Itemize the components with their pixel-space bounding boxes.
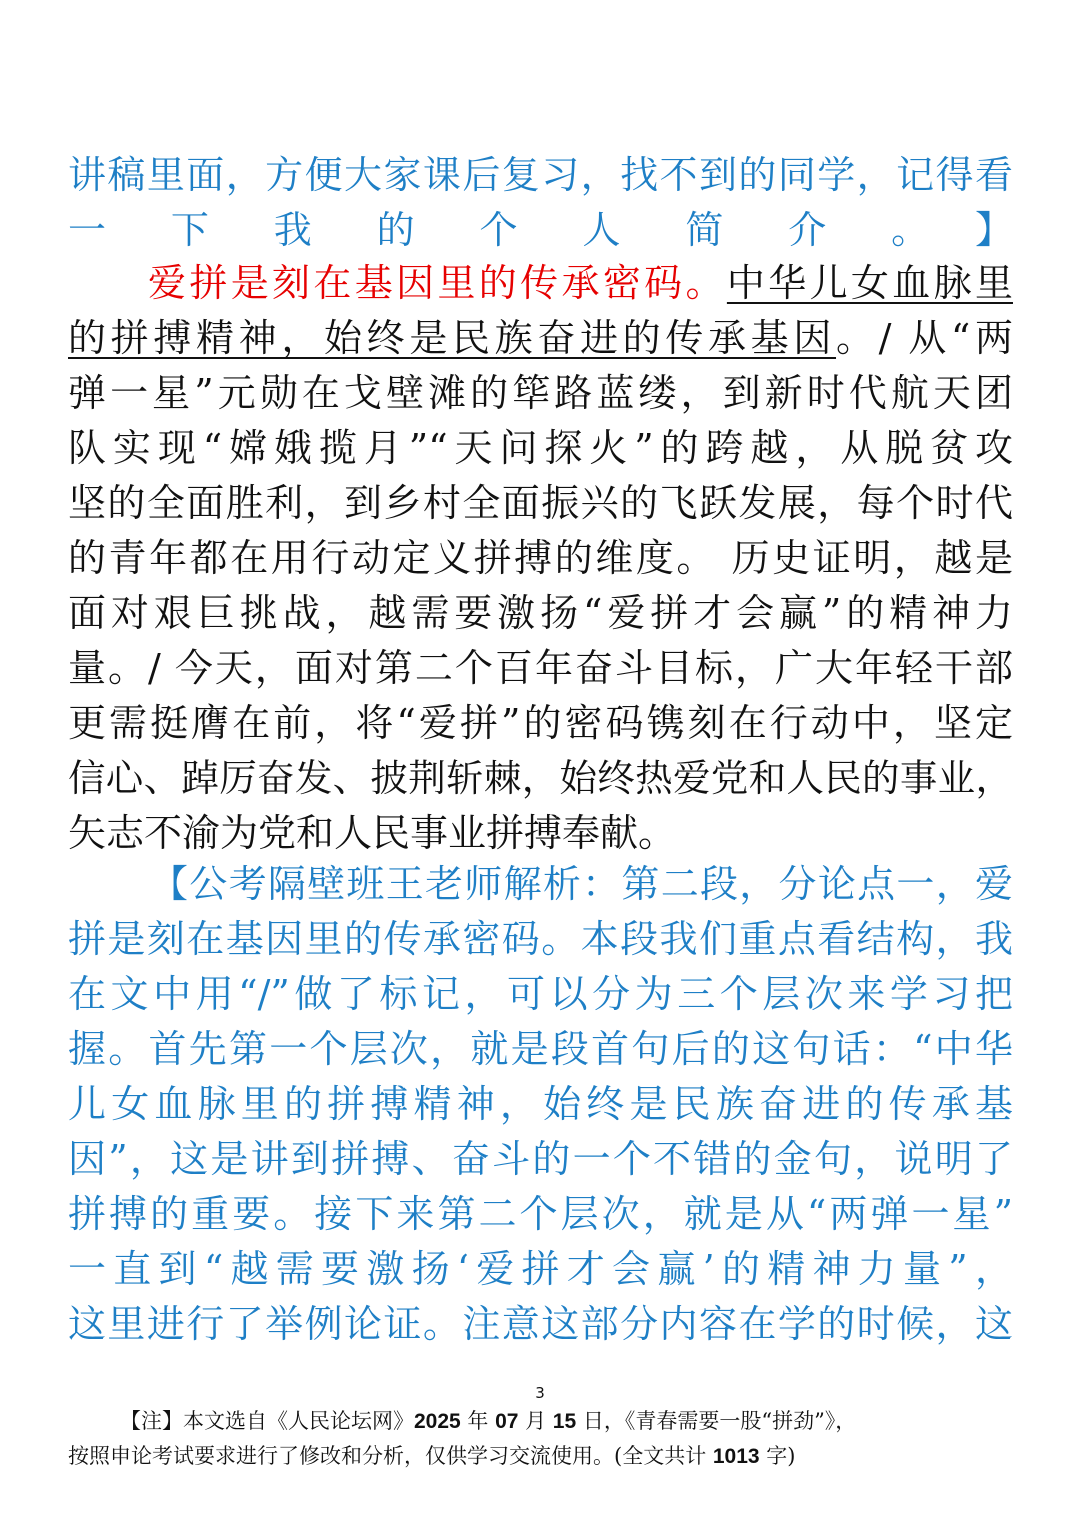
paragraph-first-line	[148, 253, 1013, 313]
analysis-text-line: 拼搏的重要。接下来第二个层次，就是从“两弹一星”	[68, 1192, 1013, 1236]
underlined-key-sentence: 中华儿女血脉里	[726, 261, 1013, 305]
analysis-text-line: 一下我的个人简介。】	[68, 208, 1013, 252]
body-text-line: 信心、踔厉奋发、披荆斩棘，始终热爱党和人民的事业，	[68, 756, 1013, 800]
body-text-line: 队实现“嫦娥揽月”“天问探火”的跨越，从脱贫攻	[68, 426, 1013, 470]
body-text-line: 面对艰巨挑战，越需要激扬“爱拼才会赢”的精神力	[68, 591, 1013, 635]
section-heading-sentence: 爱拼是刻在基因里的传承密码。	[148, 261, 727, 305]
footnote-text: 月	[518, 1409, 553, 1433]
footnote-month: 07	[495, 1410, 519, 1433]
underlined-key-sentence: 的拼搏精神，始终是民族奋进的传承基因	[68, 316, 837, 360]
analysis-text-line: 拼是刻在基因里的传承密码。本段我们重点看结构，我	[68, 917, 1013, 961]
body-text-line: 弹一星”元勋在戈壁滩的筚路蓝缕，到新时代航天团	[68, 371, 1013, 415]
body-text-line	[68, 308, 1013, 368]
analysis-text-line: 【公考隔壁班王老师解析：第二段，分论点一，爱	[150, 862, 1013, 906]
footnote-line	[120, 1405, 1013, 1437]
footnote-text: 年	[460, 1409, 496, 1433]
footnote-year: 2025	[414, 1410, 461, 1433]
footnote-text: 按照申论考试要求进行了修改和分析，仅供学习交流使用。(全文共计	[68, 1444, 713, 1468]
footnote-line	[68, 1440, 1013, 1472]
body-text-line: 矢志不渝为党和人民事业拼搏奉献。	[68, 811, 677, 855]
footnote-text: 日，《青春需要一股“拼劲”》，	[576, 1409, 857, 1433]
footnote-text: 字)	[759, 1444, 796, 1468]
analysis-text-line: 因”，这是讲到拼搏、奋斗的一个不错的金句，说明了	[68, 1137, 1013, 1181]
footnote-text: 【注】本文选自《人民论坛网》	[120, 1409, 414, 1433]
footnote-day: 15	[552, 1410, 577, 1433]
body-text-line: 更需挺膺在前，将“爱拼”的密码镌刻在行动中，坚定	[68, 701, 1013, 745]
footnote-word-count: 1013	[712, 1445, 760, 1468]
body-text-line: 的青年都在用行动定义拼搏的维度。 历史证明，越是	[68, 536, 1013, 580]
analysis-text-line: 一直到“越需要激扬‘爱拼才会赢’的精神力量”，	[68, 1247, 1013, 1291]
page-number: 3	[535, 1384, 545, 1402]
analysis-text-line: 在文中用“/”做了标记，可以分为三个层次来学习把	[68, 972, 1013, 1016]
analysis-text-line: 这里进行了举例论证。注意这部分内容在学的时候，这	[68, 1302, 1013, 1346]
body-text-span: 。/ 从“两	[836, 316, 1013, 360]
analysis-text-line: 讲稿里面，方便大家课后复习，找不到的同学，记得看	[68, 153, 1013, 197]
body-text-line: 量。/ 今天，面对第二个百年奋斗目标，广大年轻干部	[68, 646, 1013, 690]
body-text-line: 坚的全面胜利，到乡村全面振兴的飞跃发展，每个时代	[68, 481, 1013, 525]
analysis-text-line: 握。首先第一个层次，就是段首句后的这句话：“中华	[68, 1027, 1013, 1071]
analysis-text-line: 儿女血脉里的拼搏精神，始终是民族奋进的传承基	[68, 1082, 1013, 1126]
